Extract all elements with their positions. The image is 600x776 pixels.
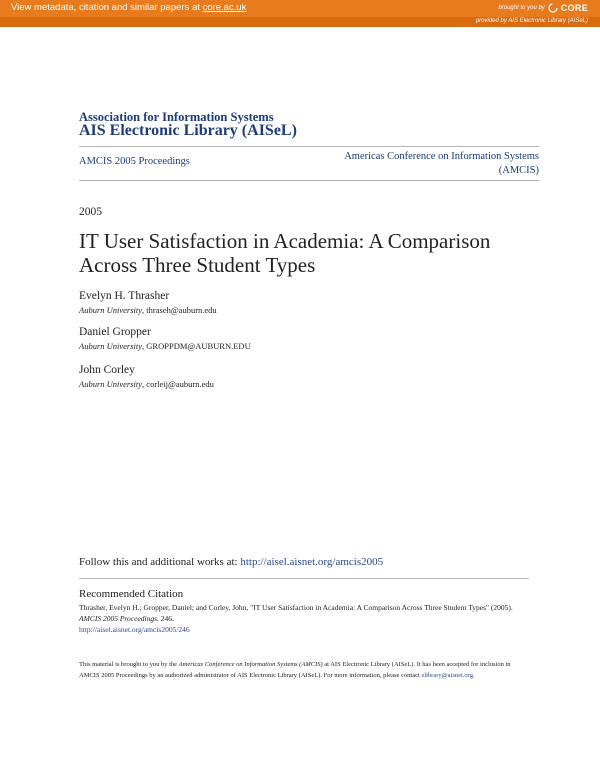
affiliation-name: Auburn University (79, 305, 143, 315)
author-name: John Corley (79, 364, 135, 376)
affiliation-name: Auburn University (79, 379, 143, 389)
citation-authors-title: Thrasher, Evelyn H.; Gropper, Daniel; and Corley, John, "IT User Satisfaction in Academia: A Comparison Across Three Student Types" (2005). (79, 603, 513, 612)
follow-line (79, 556, 383, 568)
view-metadata-text: View metadata, citation and similar papers at (11, 2, 203, 13)
brought-by-core[interactable] (498, 3, 588, 13)
paper-title: IT User Satisfaction in Academia: A Comparison Across Three Student Types (79, 229, 491, 277)
license-notice (79, 659, 519, 681)
citation-number: . 246. (157, 614, 174, 623)
citation-text (79, 602, 519, 635)
notice-text-start: This material is brought to you by the (79, 661, 179, 668)
author-email: , corleij@auburn.edu (142, 379, 214, 389)
header-divider-top (79, 146, 539, 147)
conference-name: Americas Conference on Information Systems (344, 151, 539, 162)
brought-by-text: brought to you by (498, 5, 545, 11)
author-name: Daniel Gropper (79, 326, 151, 338)
citation-proceedings: AMCIS 2005 Proceedings (79, 614, 158, 623)
citation-link[interactable]: http://aisel.aisnet.org/amcis2005/246 (79, 625, 190, 634)
follow-text: Follow this and additional works at: (79, 556, 241, 568)
author-affiliation (79, 379, 214, 389)
recommended-citation-heading: Recommended Citation (79, 588, 184, 600)
author-email: , thraseh@auburn.edu (142, 305, 217, 315)
contact-email-link[interactable]: elibrary@aisnet.org (421, 672, 473, 679)
notice-text-body: at AIS Electronic Library (AISeL). It has been accepted for inclusion in AMCIS 2005 Proceedings by an authorized administrator of AIS Electronic Library (AISeL). For more information, please contact (79, 661, 511, 679)
author-affiliation (79, 341, 251, 351)
notice-conference: Americas Conference on Information Systems (AMCIS) (178, 661, 323, 668)
core-logo-text: CORE (560, 3, 588, 13)
notice-end: . (472, 672, 475, 679)
follow-link[interactable]: http://aisel.aisnet.org/amcis2005 (240, 556, 384, 568)
core-logo-icon (548, 3, 558, 13)
library-name[interactable]: AIS Electronic Library (AISeL) (79, 122, 297, 139)
header-divider-bottom (79, 180, 539, 181)
view-metadata-link[interactable] (11, 2, 246, 13)
provided-by-text: provided by AIS Electronic Library (AISeL) (475, 18, 588, 24)
proceedings-link[interactable]: AMCIS 2005 Proceedings (79, 156, 190, 167)
author-affiliation (79, 305, 217, 315)
conference-abbrev: (AMCIS) (498, 165, 539, 176)
core-site-link[interactable]: core.ac.uk (202, 2, 247, 13)
author-email: , GROPPDM@AUBURN.EDU (142, 341, 251, 351)
paper-year: 2005 (79, 206, 102, 218)
author-name: Evelyn H. Thrasher (79, 290, 170, 302)
org-name[interactable]: Association for Information Systems (79, 110, 274, 124)
affiliation-name: Auburn University (79, 341, 143, 351)
conference-link[interactable] (299, 150, 539, 178)
citation-divider (79, 578, 529, 579)
